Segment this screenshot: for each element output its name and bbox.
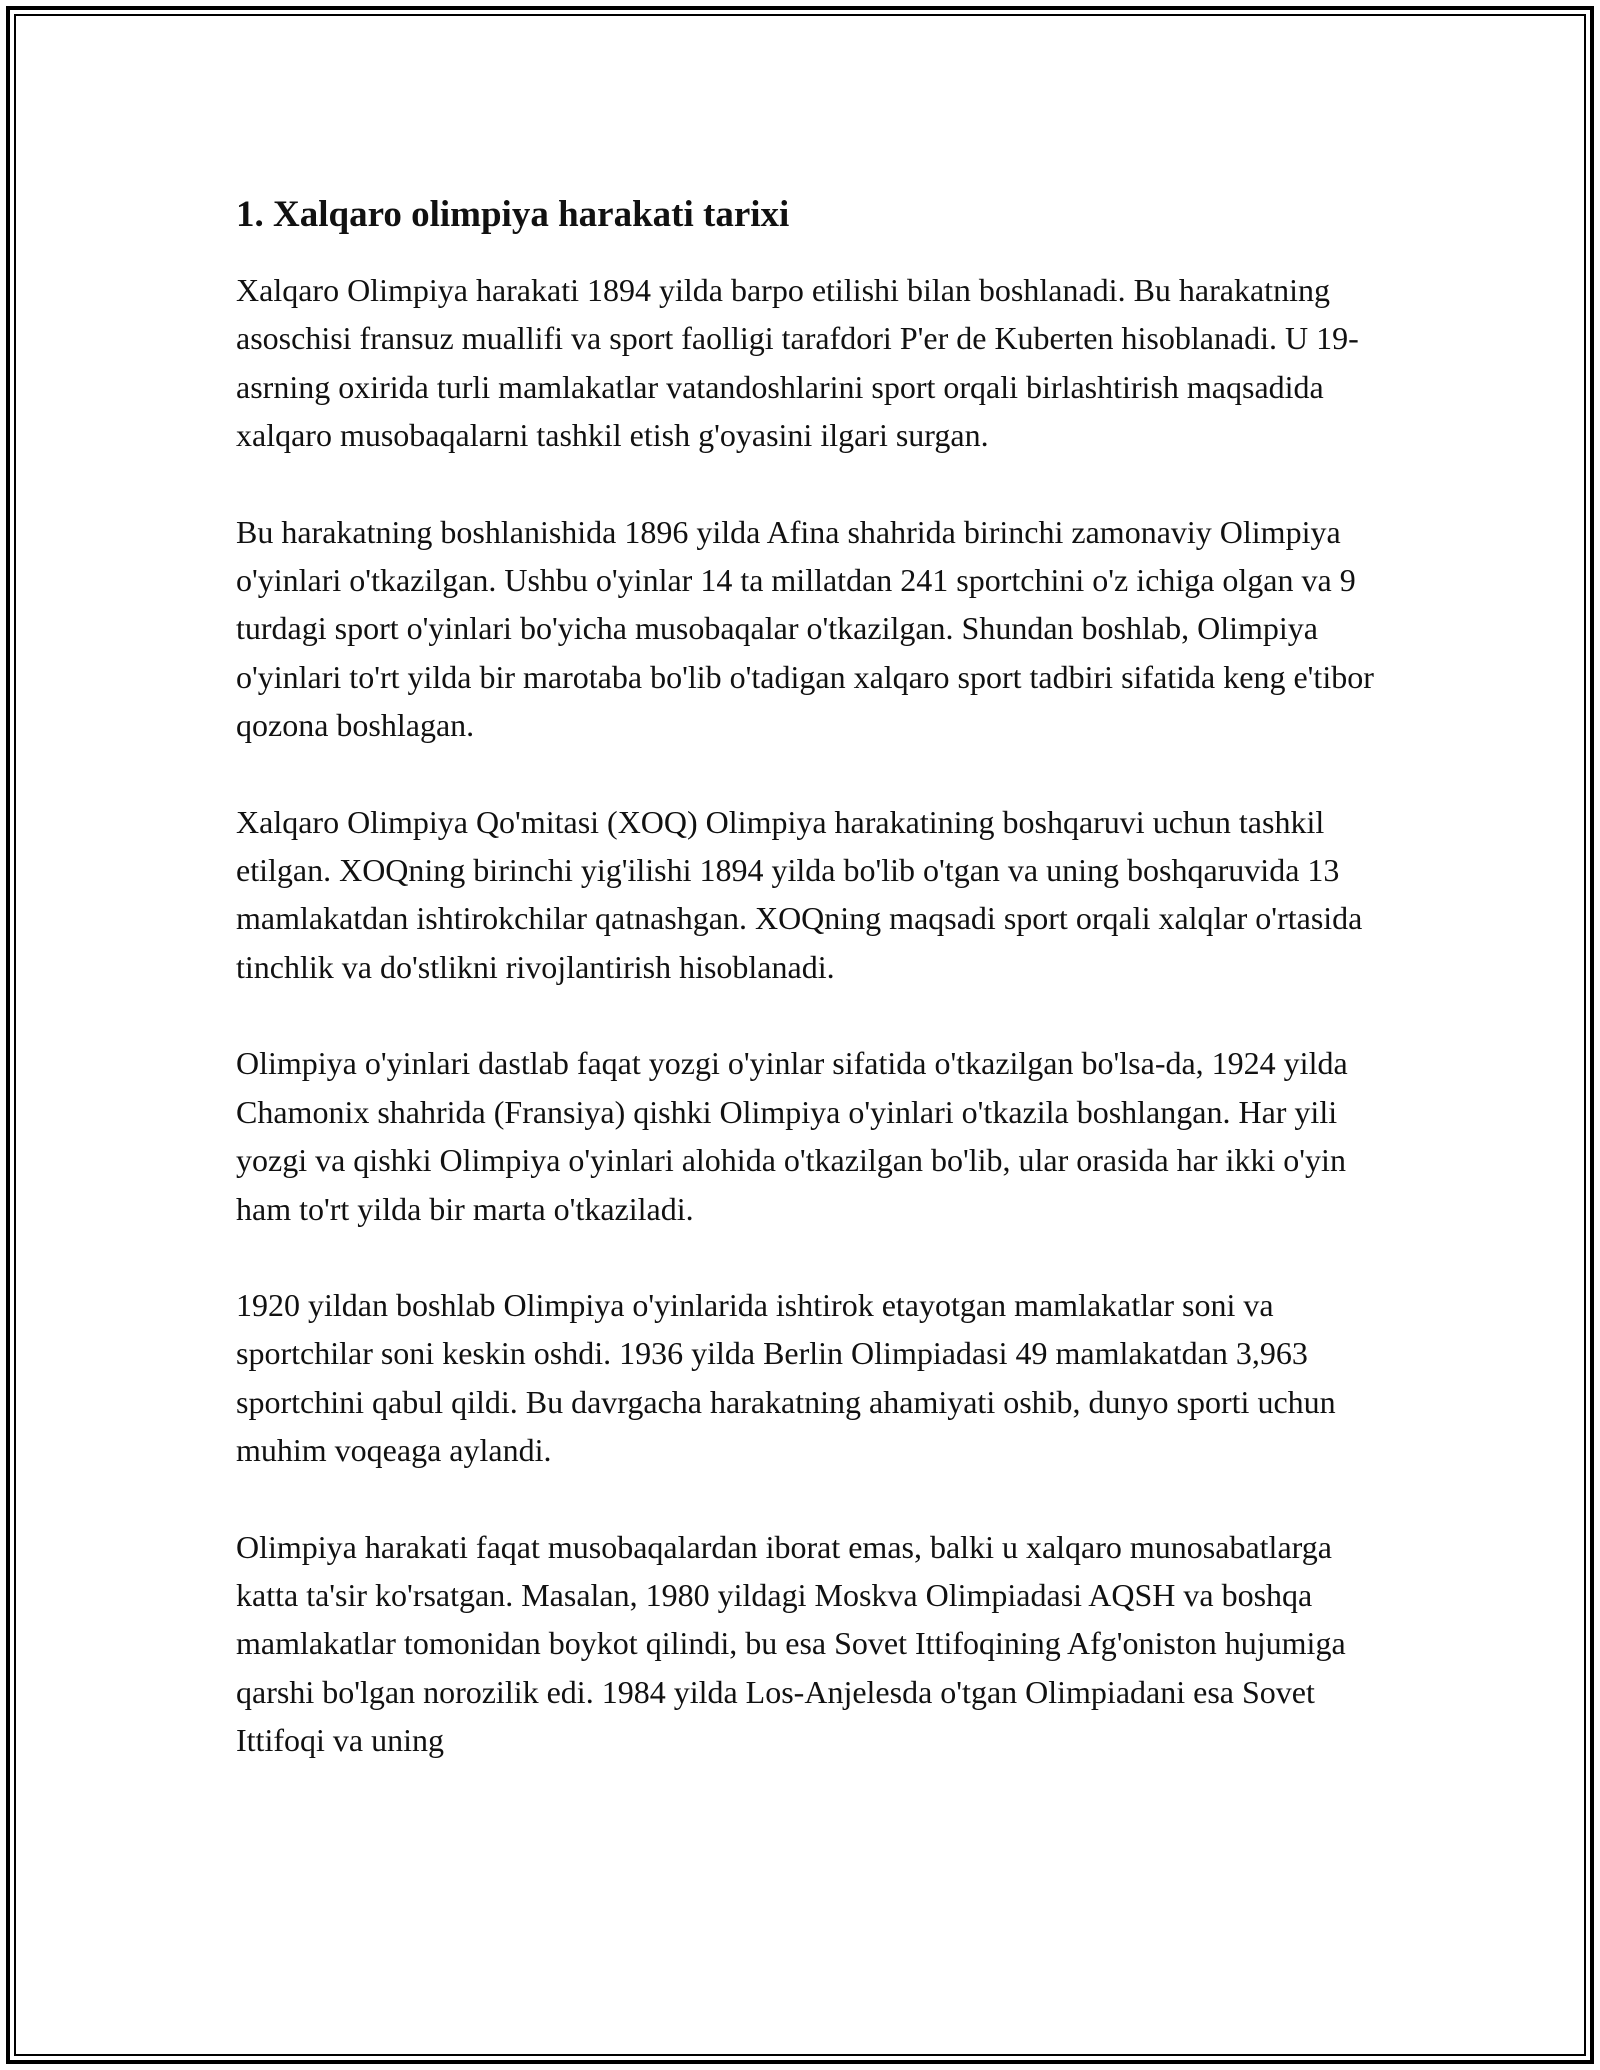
paragraph-ioc: Xalqaro Olimpiya Qo'mitasi (XOQ) Olimpiya harakatining boshqaruvi uchun tashkil etilgan. XOQning birinchi yig'ilishi 1894 yilda bo'lib o'tgan va uning boshqaruvida 13 mamlakatdan ishtirokchilar qatnashgan. XOQning maqsadi sport orqali xalqlar o'rtasida tinchlik va do'stlikni rivojlantirish hisoblanadi. (236, 803, 1363, 985)
paragraph-founding: Xalqaro Olimpiya harakati 1894 yilda barpo etilishi bilan boshlanadi. Bu harakatning asoschisi fransuz muallifi va sport faolligi tarafdori P'er de Kuberten hisoblanadi. U 19-asrning oxirida turli mamlakatlar vatandoshlarini sport orqali birlashtirish maqsadida xalqaro musobaqalarni tashkil etish g'oyasini ilgari surgan. (236, 272, 1359, 454)
paragraph-growth: 1920 yildan boshlab Olimpiya o'yinlarida ishtirok etayotgan mamlakatlar soni va sportchilar soni keskin oshdi. 1936 yilda Berlin Olimpiadasi 49 mamlakatdan 3,963 sportchini qabul qildi. Bu davrgacha harakatning ahamiyati oshib, dunyo sporti uchun muhim voqeaga aylandi. (236, 1286, 1336, 1469)
paragraph-politics: Olimpiya harakati faqat musobaqalardan iborat emas, balki u xalqaro munosabatlarga katta ta'sir ko'rsatgan. Masalan, 1980 yildagi Moskva Olimpiadasi AQSH va boshqa mamlakatlar tomonidan boykot qilindi, bu esa Sovet Ittifoqining Afg'oniston hujumiga qarshi bo'lgan norozilik edi. 1984 yilda Los-Anjelesda o'tgan Olimpiadani esa Sovet Ittifoqi va uning (236, 1528, 1346, 1759)
document-body (236, 188, 1386, 1813)
paragraph-athens-1896: Bu harakatning boshlanishida 1896 yilda Afina shahrida birinchi zamonaviy Olimpiya o'yinlari o'tkazilgan. Ushbu o'yinlar 14 ta millatdan 241 sportchini o'z ichiga olgan va 9 turdagi sport o'yinlari bo'yicha musobaqalar o'tkazilgan. Shundan boshlab, Olimpiya o'yinlari to'rt yilda bir marotaba bo'lib o'tadigan xalqaro sport tadbiri sifatida keng e'tibor qozona boshlagan. (236, 513, 1374, 744)
paragraph-winter-games: Olimpiya o'yinlari dastlab faqat yozgi o'yinlar sifatida o'tkazilgan bo'lsa-da, 1924 yilda Chamonix shahrida (Fransiya) qishki Olimpiya o'yinlari o'tkazila boshlangan. Har yili yozgi va qishki Olimpiya o'yinlari alohida o'tkazilgan bo'lib, ular orasida har ikki o'yin ham to'rt yilda bir marta o'tkaziladi. (236, 1045, 1348, 1227)
section-heading: 1. Xalqaro olimpiya harakati tarixi (236, 194, 790, 235)
